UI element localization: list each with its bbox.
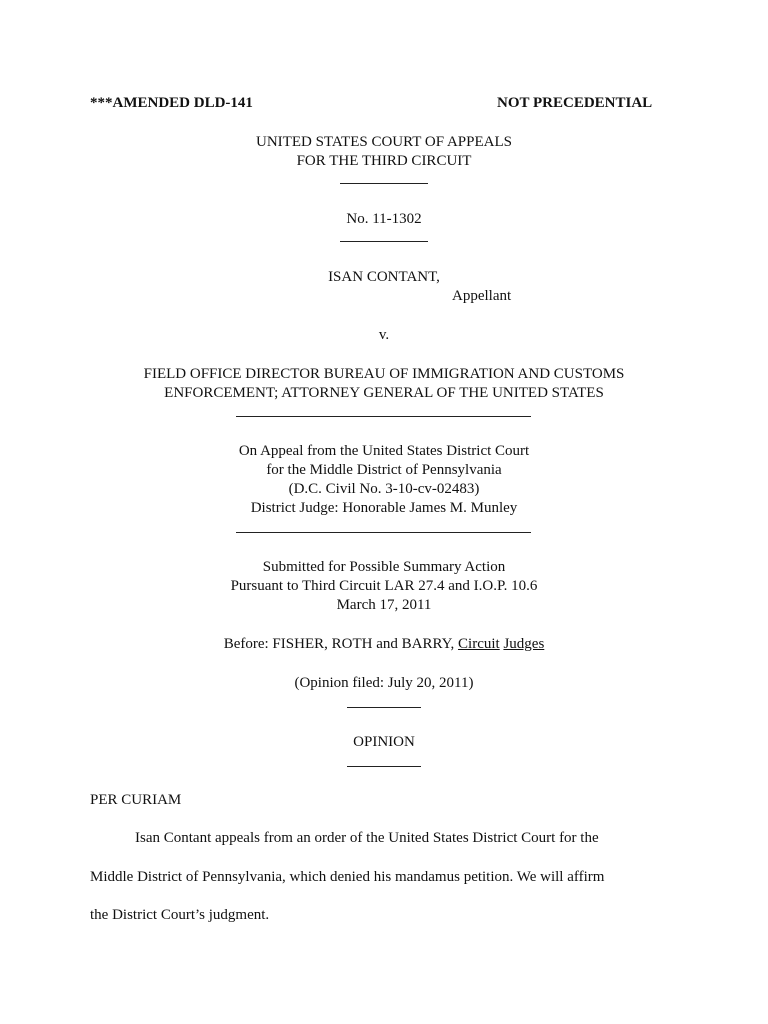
divider-filed: [347, 707, 421, 708]
before-judges-word: Judges: [503, 636, 545, 652]
divider-parties: [236, 416, 531, 417]
appellant-name: ISAN CONTANT,: [328, 269, 440, 285]
divider-case-number: [340, 241, 428, 242]
header-left-designation: ***AMENDED DLD-141: [90, 95, 253, 111]
before-circuit-word: Circuit: [458, 636, 500, 652]
before-prefix: Before: FISHER, ROTH and BARRY,: [223, 636, 459, 652]
case-number: No. 11-1302: [346, 211, 422, 227]
body-line3: the District Court’s judgment.: [90, 907, 270, 923]
court-name-line2: FOR THE THIRD CIRCUIT: [296, 153, 472, 169]
appeal-line2: for the Middle District of Pennsylvania: [266, 462, 502, 478]
opinion-heading: OPINION: [353, 734, 415, 750]
body-line1: Isan Contant appeals from an order of the United States District Court for the: [135, 830, 599, 846]
appellant-role: Appellant: [452, 288, 512, 304]
appellees-line1: FIELD OFFICE DIRECTOR BUREAU OF IMMIGRATION AND CUSTOMS: [143, 366, 625, 382]
divider-court: [340, 183, 428, 184]
versus: v.: [378, 327, 390, 343]
before-judges: [0, 635, 768, 654]
submission-line2: Pursuant to Third Circuit LAR 27.4 and I.O.P. 10.6: [230, 578, 538, 594]
per-curiam: PER CURIAM: [90, 792, 182, 808]
court-name-line1: UNITED STATES COURT OF APPEALS: [256, 134, 512, 150]
appeal-line1: On Appeal from the United States District Court: [238, 443, 530, 459]
opinion-filed-date: (Opinion filed: July 20, 2011): [294, 675, 474, 691]
appellees-line2: ENFORCEMENT; ATTORNEY GENERAL OF THE UNITED STATES: [164, 385, 604, 401]
submission-date: March 17, 2011: [336, 597, 432, 613]
appeal-line3: (D.C. Civil No. 3-10-cv-02483): [288, 481, 480, 497]
body-line2: Middle District of Pennsylvania, which denied his mandamus petition. We will affirm: [90, 869, 605, 885]
divider-appeal: [236, 532, 531, 533]
submission-line1: Submitted for Possible Summary Action: [262, 559, 506, 575]
divider-opinion: [347, 766, 421, 767]
header-right-precedential: NOT PRECEDENTIAL: [497, 95, 653, 111]
appeal-line4: District Judge: Honorable James M. Munley: [250, 500, 518, 516]
